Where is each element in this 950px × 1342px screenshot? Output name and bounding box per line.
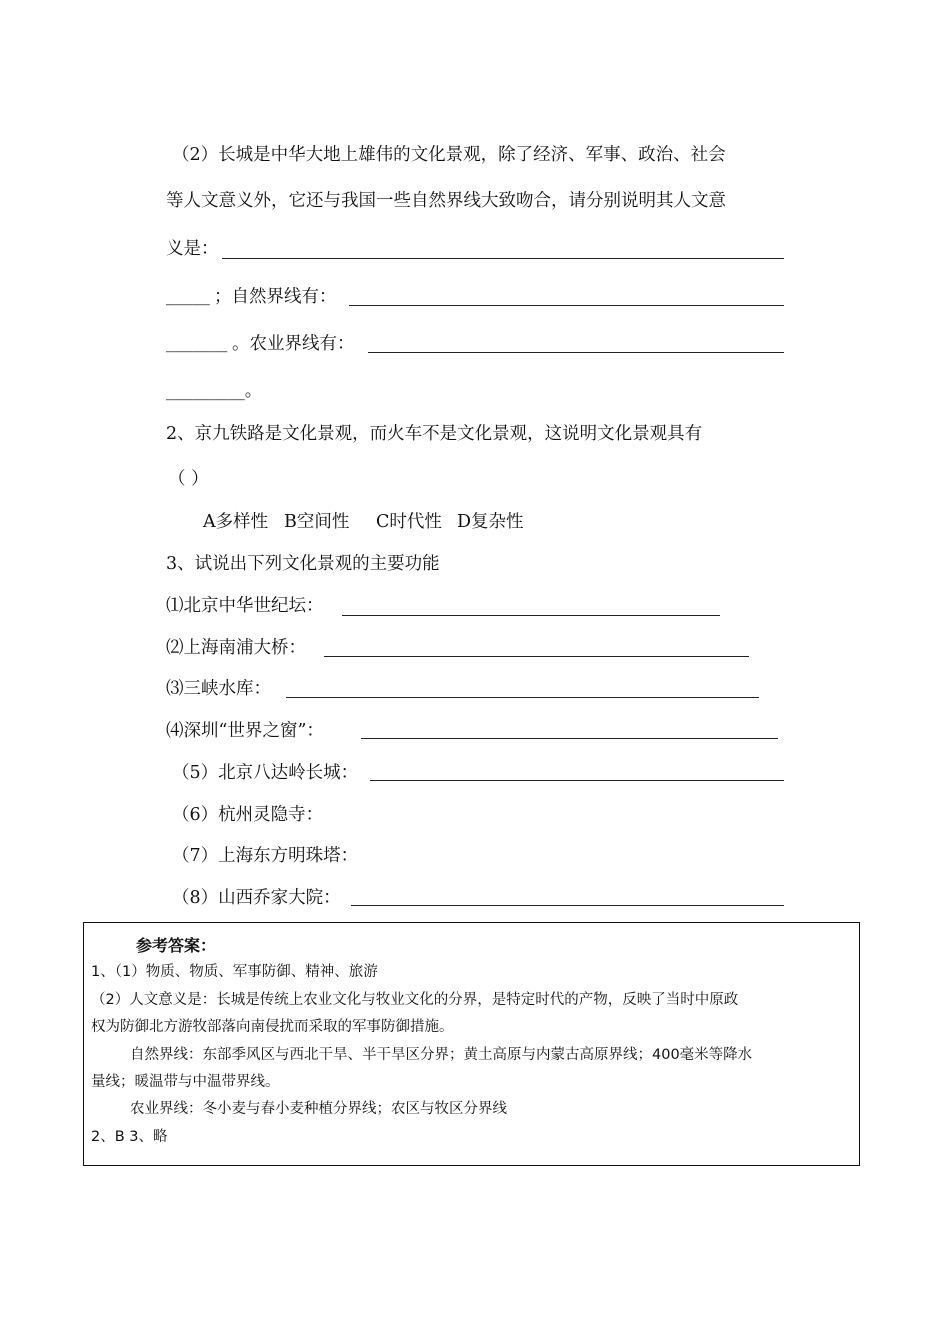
answer-line-5: 量线；暖温带与中温带界线。	[91, 1074, 280, 1090]
q3-item-8: （8）山西乔家大院：	[172, 888, 341, 908]
natural-boundary-blank[interactable]	[349, 305, 784, 306]
answer-line-4: 自然界线：东部季风区与西北干旱、半干旱区分界；黄土高原与内蒙古高原界线；400毫米等降水	[130, 1047, 753, 1063]
q2-option-d[interactable]: D复杂性	[457, 512, 524, 532]
q1-part2-line5-label: 。农业界线有：	[232, 334, 355, 354]
q3-stem: 3、试说出下列文化景观的主要功能	[166, 554, 440, 574]
q3-item-3: ⑶三峡水库：	[166, 679, 271, 699]
q2-option-b[interactable]: B空间性	[284, 512, 350, 532]
q3-item-1-blank[interactable]	[342, 615, 720, 616]
q3-item-4-blank[interactable]	[361, 738, 778, 739]
q3-item-2: ⑵上海南浦大桥：	[166, 638, 306, 658]
q3-item-3-blank[interactable]	[286, 697, 759, 698]
humanistic-meaning-blank[interactable]	[222, 258, 784, 259]
q1-part2-line5-prefix: _______	[166, 333, 228, 353]
q2-option-a[interactable]: A多样性	[203, 512, 269, 532]
agriculture-boundary-blank[interactable]	[368, 352, 784, 353]
answer-line-3: 权为防御北方游牧部落向南侵扰而采取的军事防御措施。	[91, 1019, 454, 1035]
answer-key-box	[83, 922, 860, 1166]
q1-part2-line6: _________。	[166, 381, 263, 401]
q1-part2-line4-prefix: _____	[166, 286, 210, 306]
q3-item-8-blank[interactable]	[351, 905, 784, 906]
q2-stem: 2、京九铁路是文化景观，而火车不是文化景观，这说明文化景观具有	[166, 424, 703, 444]
answer-line-2: （2）人文意义是：长城是传统上农业文化与牧业文化的分界，是特定时代的产物，反映了当时中原政	[91, 992, 739, 1008]
answer-line-1: 1、（1）物质、物质、军事防御、精神、旅游	[91, 964, 378, 980]
q3-item-2-blank[interactable]	[324, 656, 749, 657]
q3-item-1: ⑴北京中华世纪坛：	[166, 596, 324, 616]
q1-part2-line3-label: 义是：	[166, 239, 219, 259]
answer-line-6: 农业界线：冬小麦与春小麦种植分界线；农区与牧区分界线	[130, 1101, 507, 1117]
q3-item-5-blank[interactable]	[370, 780, 784, 781]
q2-bracket[interactable]: （ ）	[168, 469, 209, 489]
q3-item-7: （7）上海东方明珠塔：	[172, 846, 359, 866]
answer-key-title: 参考答案：	[136, 936, 217, 955]
q3-item-6: （6）杭州灵隐寺：	[172, 805, 324, 825]
q2-option-c[interactable]: C时代性	[376, 512, 442, 532]
q3-item-5: （5）北京八达岭长城：	[172, 763, 359, 783]
q3-item-4: ⑷深圳“世界之窗”：	[166, 721, 324, 741]
q1-part2-line2: 等人文意义外，它还与我国一些自然界线大致吻合，请分别说明其人文意	[166, 191, 726, 211]
q1-part2-line1: （2）长城是中华大地上雄伟的文化景观，除了经济、军事、政治、社会	[172, 145, 726, 165]
q1-part2-line4-label: ；自然界线有：	[214, 287, 337, 307]
answer-line-7: 2、B 3、略	[91, 1129, 168, 1145]
